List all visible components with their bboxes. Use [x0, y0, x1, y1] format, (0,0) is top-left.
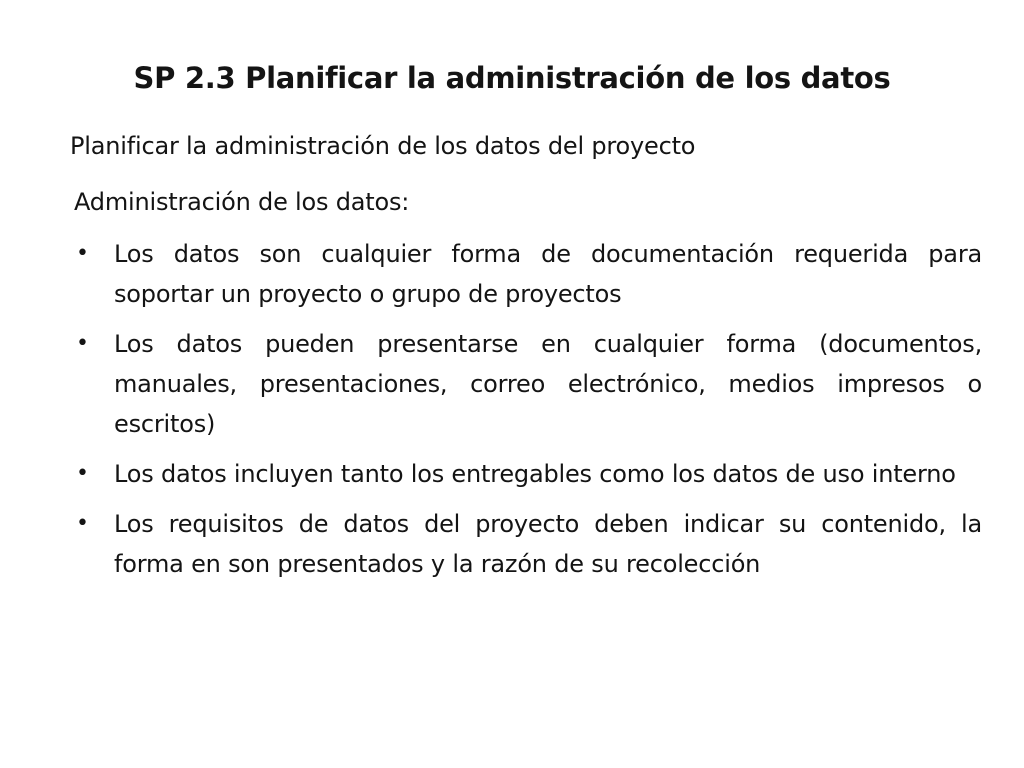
slide-subtitle: Planificar la administración de los datos del proyecto — [70, 132, 696, 160]
section-heading: Administración de los datos: — [74, 188, 410, 216]
list-item — [74, 504, 982, 584]
bullet-text: Los requisitos de datos del proyecto deben indicar su contenido, la forma en son presentados y la razón de su recolección — [114, 510, 982, 578]
bullet-text: Los datos son cualquier forma de documentación requerida para soportar un proyecto o grupo de proyectos — [114, 240, 982, 308]
slide-title: SP 2.3 Planificar la administración de los datos — [133, 61, 891, 95]
bullet-icon: • — [76, 331, 89, 356]
bullet-icon: • — [76, 461, 89, 486]
bullet-text: Los datos pueden presentarse en cualquier forma (documentos, manuales, presentaciones, correo electrónico, medios impresos o escritos) — [114, 330, 982, 438]
bullet-list — [74, 234, 982, 594]
bullet-text: Los datos incluyen tanto los entregables como los datos de uso interno — [114, 460, 956, 488]
list-item — [74, 234, 982, 314]
list-item — [74, 324, 982, 444]
list-item — [74, 454, 982, 494]
bullet-icon: • — [76, 511, 89, 536]
bullet-icon: • — [76, 241, 89, 266]
